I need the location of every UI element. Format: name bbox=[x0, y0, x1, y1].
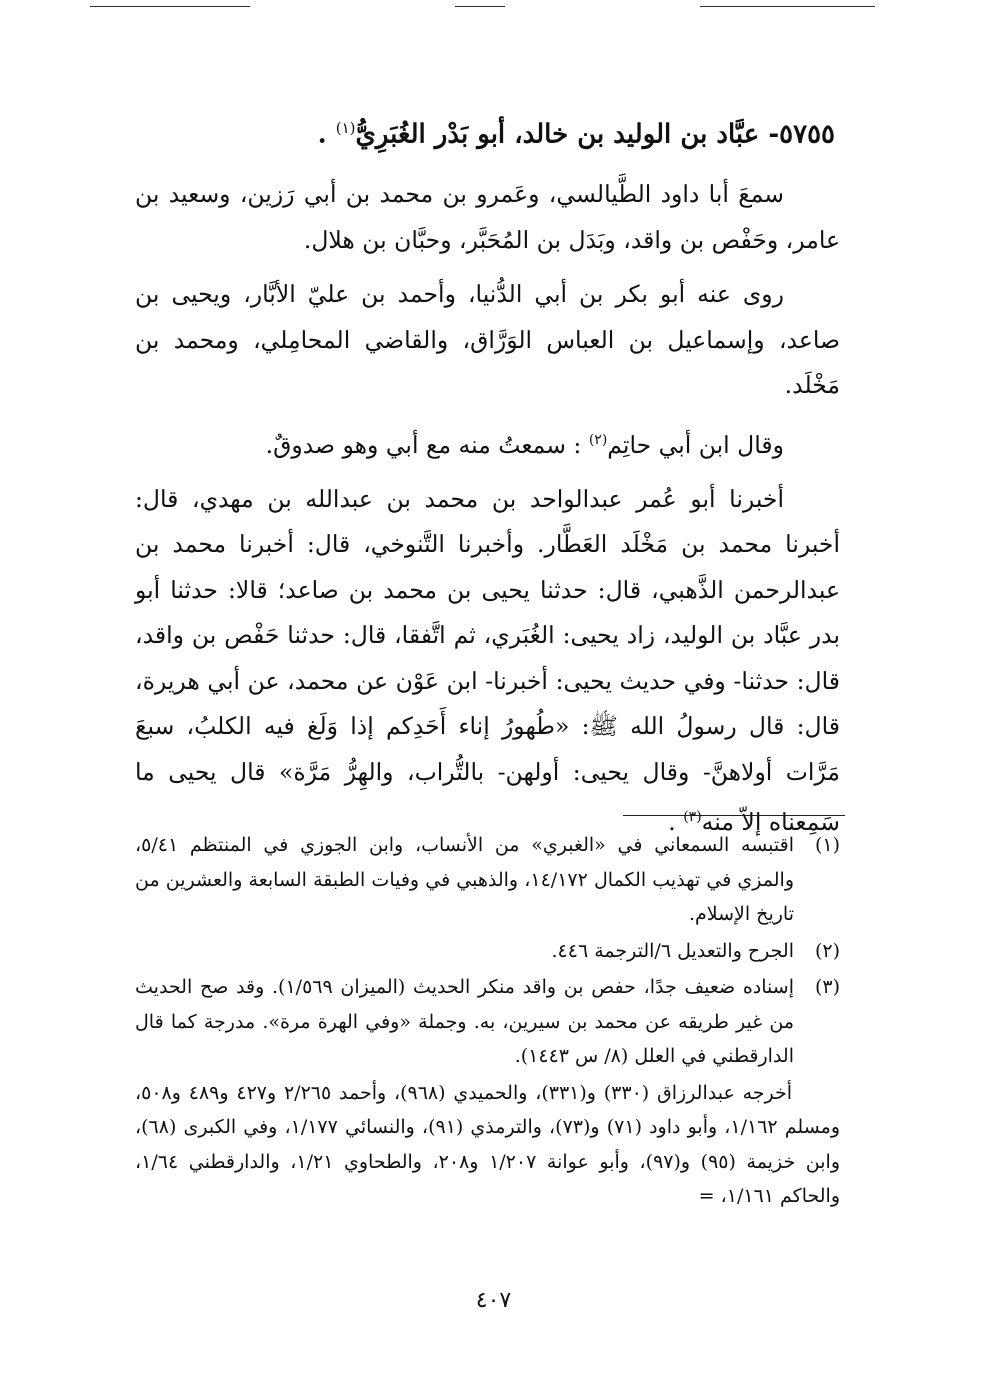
main-text bbox=[135, 172, 840, 855]
paragraph-text: وقال ابن أبي حاتِم bbox=[607, 430, 784, 459]
paragraph-ibn-abi-hatim bbox=[135, 418, 840, 468]
footnote-separator bbox=[623, 815, 845, 816]
footnote-text: إسناده ضعيف جدًا، حفص بن واقد منكر الحديث (الميزان ١/٥٦٩). وقد صح الحديث من غير طريقه عن محمد بن سيرين، به. وجملة «وفي الهرة مرة». مدرجة كما قال الدارقطني في العلل (٨/ س ١٤٤٣). bbox=[135, 976, 794, 1067]
footnote-item bbox=[135, 934, 840, 969]
footnote-ref[interactable]: (٣) bbox=[683, 809, 702, 826]
page-number: ٤٠٧ bbox=[475, 1288, 512, 1313]
paragraph-heard-from: سمعَ أبا داود الطَّيالسي، وعَمرو بن محمد بن أبي رَزين، وسعيد بن عامر، وحَفْص بن واقد، وبَدَل بن المُحَبَّر، وحبَّان بن هلال. bbox=[135, 180, 840, 254]
footnote-ref[interactable]: (٢) bbox=[588, 431, 608, 448]
top-border-line bbox=[700, 6, 875, 7]
footnote-number: (٣) bbox=[814, 976, 840, 998]
paragraph-narrated-by: روى عنه أبو بكر بن أبي الدُّنيا، وأحمد بن عليّ الأبَّار، ويحيى بن صاعد، وإسماعيل بن العباس الوَرَّاق، والقاضي المحامِلي، ومحمد بن مَخْلَد. bbox=[135, 280, 840, 399]
footnote-number: (٢) bbox=[814, 939, 840, 962]
paragraph-hadith bbox=[135, 477, 840, 846]
footnote-continuation: أخرجه عبدالرزاق (٣٣٠) و(٣٣١)، والحميدي (٩٦٨)، وأحمد ٢/٢٦٥ و٤٢٧ و٤٨٩ و٥٠٨، ومسلم ١/١٦٢، وأبو داود (٧١) و(٧٣)، والترمذي (٩١)، والنسائي ١/١٧٧، وفي الكبرى (٦٨)، وابن خزيمة (٩٥) و(٩٧)، وأبو عوانة ١/٢٠٧ و٢٠٨، والطحاوي ١/٢١، والدارقطني ١/٦٤، والحاكم ١/١٦١، = bbox=[135, 1081, 840, 1207]
entry-number: ٥٧٥٥- bbox=[768, 119, 835, 150]
footnote-ref[interactable]: (١) bbox=[335, 119, 356, 137]
entry-title bbox=[135, 108, 835, 155]
top-border-line bbox=[90, 6, 250, 7]
entry-name: عبَّاد بن الوليد بن خالد، أبو بَدْر الغُبَرِيُّ bbox=[355, 119, 760, 150]
footnote-text: اقتبسه السمعاني في «الغبري» من الأنساب، وابن الجوزي في المنتظم ٥/٤١، والمزي في تهذيب الكمال ١٤/١٧٢، والذهبي في وفيات الطبقة السابعة والعشرين من تاريخ الإسلام. bbox=[135, 834, 794, 925]
footnote-number: (١) bbox=[814, 834, 840, 856]
paragraph-text: . bbox=[668, 808, 684, 837]
footnote-item bbox=[135, 828, 840, 932]
paragraph-text: أخبرنا أبو عُمر عبدالواحد بن محمد بن عبدالله بن مهدي، قال: أخبرنا محمد بن مَخْلَد العَطَّار. وأخبرنا التَّنوخي، قال: أخبرنا محمد بن عبدالرحمن الذَّهبي، قال: حدثنا يحيى بن محمد بن صاعد؛ قالا: حدثنا أبو بدر عبَّاد بن الوليد، زاد يحيى: الغُبَري، ثم اتَّفقا، قال: حدثنا حَفْص بن واقد، قال: حدثنا- وفي حديث يحيى: أخبرنا- ابن عَوْن عن محمد، عن أبي هريرة، قال: قال رسولُ الله ﷺ: «طُهورُ إناء أَحَدِكم إذا وَلَغ فيه الكلبُ، سبعَ مَرَّات أولاهنَّ- وقال يحيى: أولهن- بالتُّراب، والهِرُّ مَرَّة» قال يحيى ما سَمِعناه إلاّ منه bbox=[135, 484, 840, 837]
top-border-line bbox=[455, 6, 505, 7]
entry-end: . bbox=[317, 119, 327, 150]
footnote-item bbox=[135, 970, 840, 1074]
paragraph-text: : سمعتُ منه مع أبي وهو صدوقٌ. bbox=[265, 430, 589, 459]
footnote-text: الجرح والتعديل ٦/الترجمة ٤٤٦. bbox=[551, 939, 794, 962]
footnotes bbox=[135, 828, 840, 1214]
